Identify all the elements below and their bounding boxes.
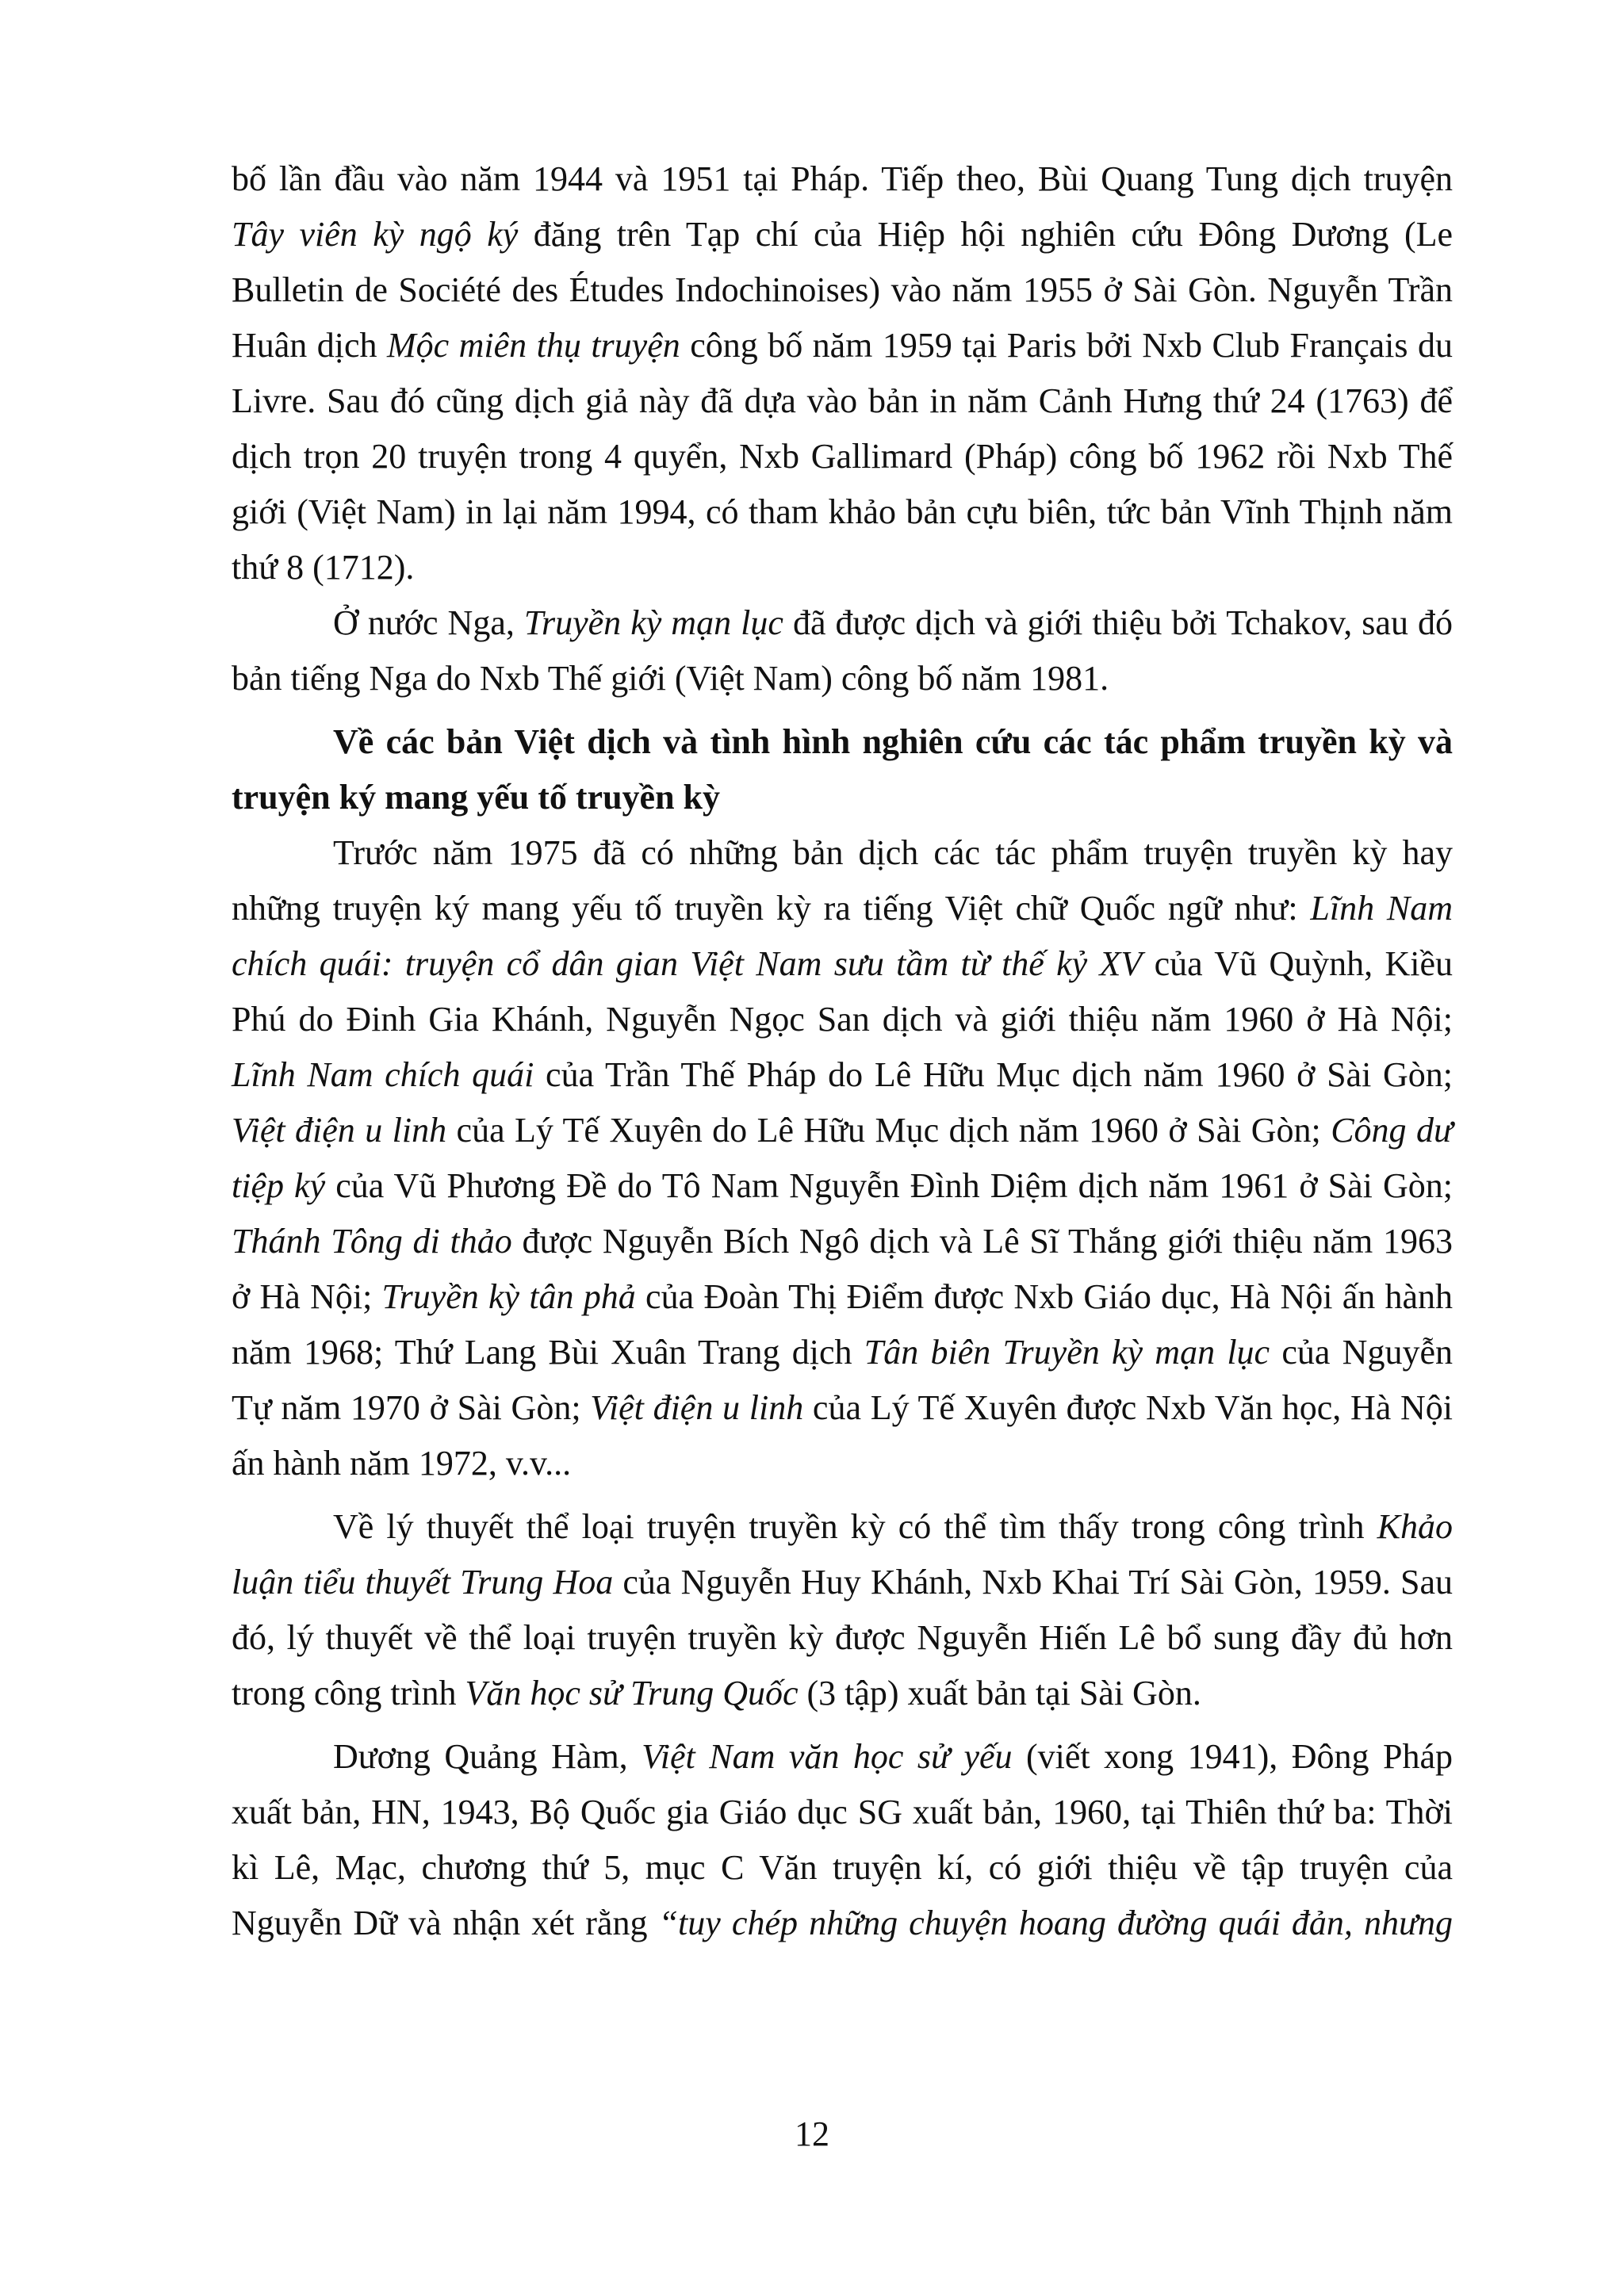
section-heading	[333, 718, 1453, 766]
paragraph-line	[333, 829, 1453, 877]
text-segment: ấn hành năm 1972, v.v...	[232, 1444, 572, 1483]
paragraph-line	[232, 377, 1453, 425]
text-segment: của Trần Thế Pháp do Lê Hữu Mục dịch năm 1960 ở Sài Gòn;	[534, 1055, 1453, 1094]
section-heading	[232, 774, 1453, 821]
paragraph-line	[232, 1329, 1453, 1376]
paragraph-line	[232, 211, 1453, 258]
text-segment: của Vũ Phương Đề do Tô Nam Nguyễn Đình Diệm dịch năm 1961 ở Sài Gòn;	[325, 1166, 1453, 1205]
text-segment: Về các bản Việt dịch và tình hình nghiên cứu các tác phẩm truyền kỳ và	[333, 722, 1453, 761]
text-segment: đăng trên Tạp chí của Hiệp hội nghiên cứu Đông Dương (Le	[518, 215, 1453, 254]
text-segment: của Lý Tế Xuyên do Lê Hữu Mục dịch năm 1960 ở Sài Gòn;	[446, 1111, 1331, 1150]
italic-title-text: Việt Nam văn học sử yếu	[642, 1737, 1013, 1776]
italic-title-text: Khảo	[1377, 1507, 1453, 1546]
text-segment: năm 1968; Thứ Lang Bùi Xuân Trang dịch	[232, 1333, 864, 1372]
text-segment: trong công trình	[232, 1674, 465, 1712]
text-segment: thứ 8 (1712).	[232, 548, 415, 587]
paragraph-line	[232, 1051, 1453, 1099]
italic-title-text: “tuy chép những chuyện hoang đường quái đản, nhưng	[658, 1904, 1454, 1942]
text-segment: của Đoàn Thị Điểm được Nxb Giáo dục, Hà Nội ấn hành	[635, 1277, 1454, 1316]
paragraph-line	[232, 433, 1453, 480]
text-segment: kì Lê, Mạc, chương thứ 5, mục C Văn truyện kí, có giới thiệu về tập truyện của	[232, 1848, 1453, 1887]
italic-title-text: Văn học sử Trung Quốc	[465, 1674, 799, 1712]
paragraph-line	[232, 1900, 1453, 1947]
text-segment: đó, lý thuyết về thể loại truyện truyền kỳ được Nguyễn Hiến Lê bổ sung đầy đủ hơn	[232, 1618, 1453, 1657]
italic-title-text: Việt điện u linh	[590, 1388, 804, 1427]
paragraph-line	[232, 488, 1453, 536]
italic-title-text: Tân biên Truyền kỳ mạn lục	[864, 1333, 1270, 1372]
paragraph-line	[333, 1503, 1453, 1551]
text-segment: bố lần đầu vào năm 1944 và 1951 tại Pháp. Tiếp theo, Bùi Quang Tung dịch truyện	[232, 159, 1453, 198]
paragraph-line	[232, 1273, 1453, 1321]
paragraph-line	[232, 1789, 1453, 1836]
text-segment: xuất bản, HN, 1943, Bộ Quốc gia Giáo dục SG xuất bản, 1960, tại Thiên thứ ba: Thời	[232, 1793, 1453, 1831]
text-segment: Về lý thuyết thể loại truyện truyền kỳ có thể tìm thấy trong công trình	[333, 1507, 1377, 1546]
italic-title-text: Truyền kỳ tân phả	[381, 1277, 636, 1316]
text-segment: dịch trọn 20 truyện trong 4 quyển, Nxb Gallimard (Pháp) công bố 1962 rồi Nxb Thế	[232, 437, 1453, 476]
italic-title-text: Lĩnh Nam chích quái	[232, 1055, 534, 1094]
paragraph-line	[232, 885, 1453, 932]
text-segment: Tự năm 1970 ở Sài Gòn;	[232, 1388, 591, 1427]
text-segment: đã được dịch và giới thiệu bởi Tchakov, sau đó	[783, 603, 1453, 642]
paragraph-line	[232, 1162, 1453, 1210]
paragraph-line	[232, 1384, 1453, 1432]
paragraph-line	[333, 599, 1453, 647]
paragraph-line	[232, 1440, 1453, 1487]
italic-title-text: Thánh Tông di thảo	[232, 1222, 512, 1261]
italic-title-text: Truyền kỳ mạn lục	[523, 603, 783, 642]
text-segment: Bulletin de Société des Études Indochinoises) vào năm 1955 ở Sài Gòn. Nguyễn Trần	[232, 270, 1453, 309]
text-segment: Dương Quảng Hàm,	[333, 1737, 642, 1776]
text-segment: Trước năm 1975 đã có những bản dịch các tác phẩm truyện truyền kỳ hay	[333, 833, 1453, 872]
text-segment: Phú do Đinh Gia Khánh, Nguyễn Ngọc San dịch và giới thiệu năm 1960 ở Hà Nội;	[232, 1000, 1453, 1039]
text-segment: Livre. Sau đó cũng dịch giả này đã dựa vào bản in năm Cảnh Hưng thứ 24 (1763) để	[232, 381, 1453, 420]
text-segment: công bố năm 1959 tại Paris bởi Nxb Club Français du	[680, 326, 1453, 365]
paragraph-line	[232, 544, 1453, 591]
text-segment: của Lý Tế Xuyên được Nxb Văn học, Hà Nội	[803, 1388, 1453, 1427]
text-segment: Huân dịch	[232, 326, 387, 365]
paragraph-line	[232, 940, 1453, 988]
paragraph-line	[232, 1670, 1453, 1717]
paragraph-line	[232, 1107, 1453, 1154]
text-segment: của Vũ Quỳnh, Kiều	[1142, 944, 1453, 983]
italic-title-text: Việt điện u linh	[232, 1111, 447, 1150]
paragraph-line	[232, 155, 1453, 203]
text-segment: giới (Việt Nam) in lại năm 1994, có tham khảo bản cựu biên, tức bản Vĩnh Thịnh năm	[232, 492, 1453, 531]
paragraph-line	[333, 1733, 1453, 1781]
italic-title-text: Công dư	[1331, 1111, 1453, 1150]
paragraph-line	[232, 655, 1453, 702]
paragraph-line	[232, 322, 1453, 369]
page-number: 12	[795, 2114, 829, 2153]
paragraph-line	[232, 1844, 1453, 1892]
italic-title-text: chích quái: truyện cổ dân gian Việt Nam sưu tầm từ thế kỷ XV	[232, 944, 1143, 983]
paragraph-line	[232, 1614, 1453, 1662]
text-segment: của Nguyễn Huy Khánh, Nxb Khai Trí Sài Gòn, 1959. Sau	[613, 1563, 1453, 1601]
italic-title-text: Mộc miên thụ truyện	[387, 326, 680, 365]
text-segment: của Nguyễn	[1270, 1333, 1453, 1372]
italic-title-text: luận tiểu thuyết Trung Hoa	[232, 1563, 614, 1601]
text-segment: (3 tập) xuất bản tại Sài Gòn.	[798, 1674, 1201, 1712]
paragraph-line	[232, 996, 1453, 1043]
text-segment: bản tiếng Nga do Nxb Thế giới (Việt Nam) công bố năm 1981.	[232, 659, 1109, 698]
text-segment: được Nguyễn Bích Ngô dịch và Lê Sĩ Thắng giới thiệu năm 1963	[511, 1222, 1453, 1261]
paragraph-line	[232, 266, 1453, 314]
paragraph-line	[232, 1218, 1453, 1265]
text-segment: ở Hà Nội;	[232, 1277, 382, 1316]
italic-title-text: Lĩnh Nam	[1310, 889, 1454, 928]
paragraph-line	[232, 1559, 1453, 1606]
italic-title-text: Tây viên kỳ ngộ ký	[232, 215, 519, 254]
text-segment: những truyện ký mang yếu tố truyền kỳ ra tiếng Việt chữ Quốc ngữ như:	[232, 889, 1311, 928]
text-segment: truyện ký mang yếu tố truyền kỳ	[232, 778, 721, 817]
text-segment: (viết xong 1941), Đông Pháp	[1012, 1737, 1453, 1776]
italic-title-text: tiệp ký	[232, 1166, 326, 1205]
text-segment: Nguyễn Dữ và nhận xét rằng	[232, 1904, 659, 1942]
text-segment: Ở nước Nga,	[333, 603, 524, 642]
